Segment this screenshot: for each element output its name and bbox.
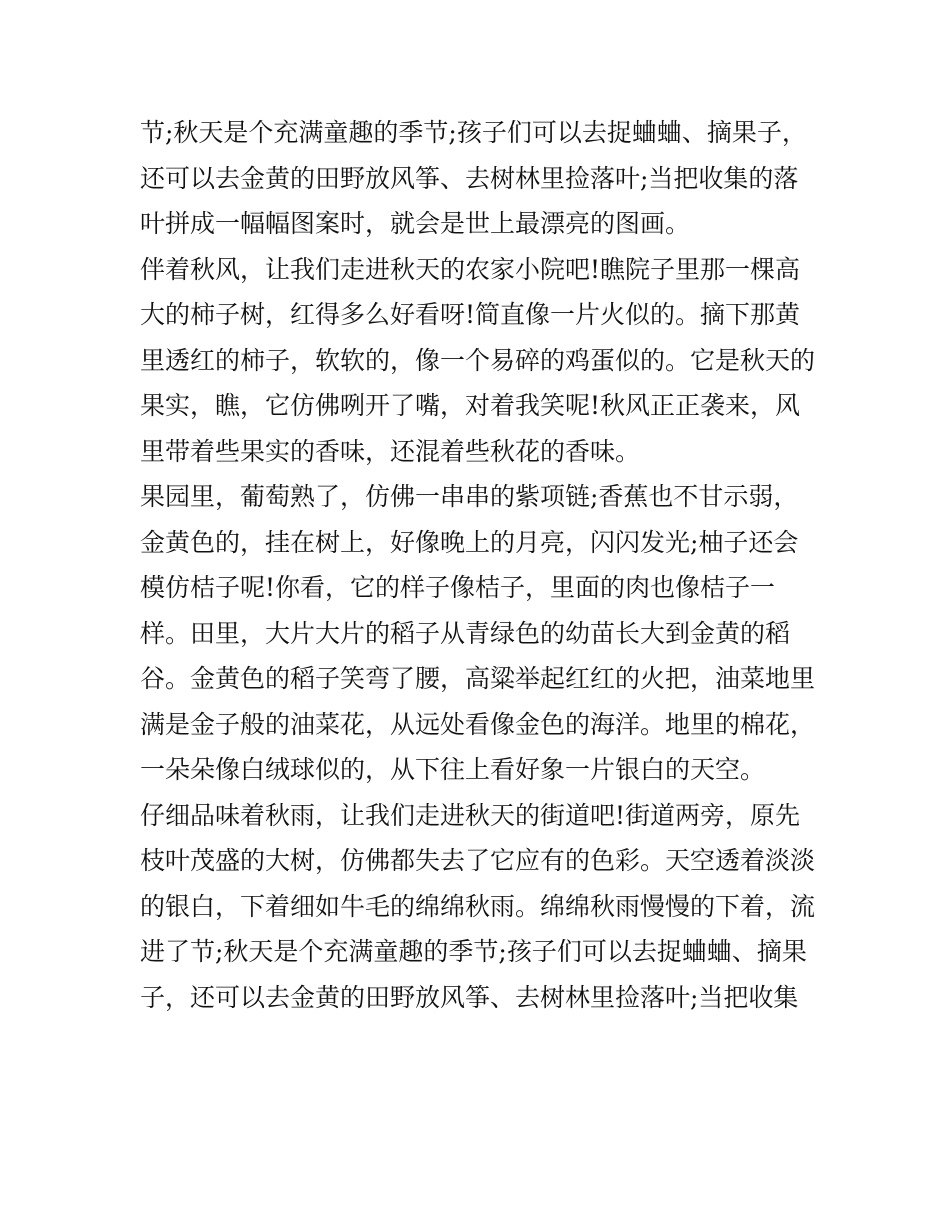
text-line: 里带着些果实的香味，还混着些秋花的香味。 (140, 436, 641, 466)
text-line: 一朵朵像白绒球似的，从下往上看好象一片银白的天空。 (140, 755, 766, 784)
text-line: 的银白，下着细如牛毛的绵绵秋雨。绵绵秋雨慢慢的下着，流 (140, 891, 816, 921)
text-line: 还可以去金黄的田野放风筝、去树林里捡落叶;当把收集的落 (140, 163, 799, 193)
text-line: 子，还可以去金黄的田野放风筝、去树林里捡落叶;当把收集 (140, 982, 799, 1012)
text-line: 进了节;秋天是个充满童趣的季节;孩子们可以去捉蛐蛐、摘果 (140, 937, 807, 966)
text-line: 金黄色的，挂在树上，好像晚上的月亮，闪闪发光;柚子还会 (140, 527, 799, 557)
text-line: 果园里，葡萄熟了，仿佛一串串的紫项链;香蕉也不甘示弱， (140, 482, 799, 511)
text-line: 节;秋天是个充满童趣的季节;孩子们可以去捉蛐蛐、摘果子， (140, 118, 807, 147)
body-text (140, 110, 820, 1020)
text-line: 模仿桔子呢!你看，它的样子像桔子，里面的肉也像桔子一 (140, 573, 776, 602)
text-line: 果实，瞧，它仿佛咧开了嘴，对着我笑呢!秋风正正袭来，风 (140, 391, 801, 420)
text-line: 伴着秋风，让我们走进秋天的农家小院吧!瞧院子里那一棵高 (140, 254, 801, 284)
text-line: 大的柿子树，红得多么好看呀!简直像一片火似的。摘下那黄 (140, 300, 801, 329)
text-line: 仔细品味着秋雨，让我们走进秋天的街道吧!街道两旁，原先 (140, 800, 801, 830)
text-line: 满是金子般的油菜花，从远处看像金色的海洋。地里的棉花， (140, 709, 816, 739)
text-line: 样。田里，大片大片的稻子从青绿色的幼苗长大到金黄的稻 (140, 618, 791, 648)
text-line: 里透红的柿子，软软的，像一个易碎的鸡蛋似的。它是秋天的 (140, 345, 816, 375)
text-line: 谷。金黄色的稻子笑弯了腰，高粱举起红红的火把，油菜地里 (140, 664, 816, 693)
text-line: 叶拼成一幅幅图案时，就会是世上最漂亮的图画。 (140, 209, 691, 238)
text-line: 枝叶茂盛的大树，仿佛都失去了它应有的色彩。天空透着淡淡 (140, 846, 816, 875)
